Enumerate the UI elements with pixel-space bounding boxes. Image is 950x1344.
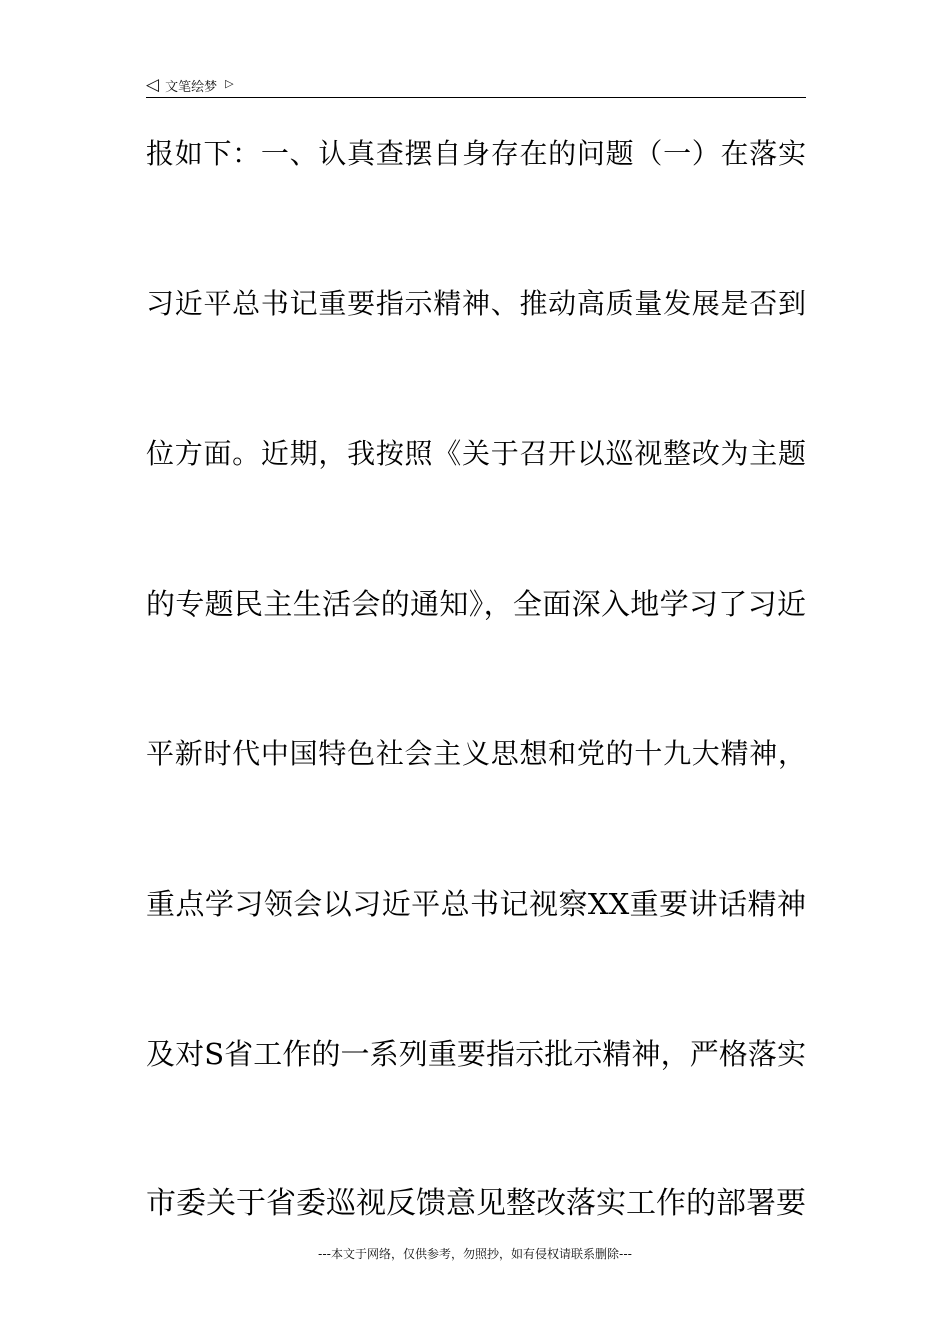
page-header (146, 74, 234, 96)
left-triangle-icon: ◁ (146, 74, 160, 95)
body-line: 报如下：一、认真查摆自身存在的问题（一）在落实 (146, 137, 806, 170)
body-line: 的专题民主生活会的通知》，全面深入地学习了习近 (146, 587, 806, 621)
header-title: 文笔绘梦 (165, 79, 218, 95)
right-triangle-icon: ▷ (225, 76, 234, 90)
body-line: 及对S省工作的一系列重要指示批示精神，严格落实 (146, 1037, 806, 1071)
body-line: 市委关于省委巡视反馈意见整改落实工作的部署要 (146, 1186, 806, 1221)
body-line: 平新时代中国特色社会主义思想和党的十九大精神， (146, 737, 806, 770)
footer-notice: ---本文于网络，仅供参考，勿照抄，如有侵权请联系删除--- (318, 1247, 632, 1261)
body-line: 习近平总书记重要指示精神、推动高质量发展是否到 (146, 287, 806, 320)
document-body (146, 134, 806, 1334)
body-line: 重点学习领会以习近平总书记视察XX重要讲话精神 (146, 887, 806, 921)
body-line: 位方面。近期，我按照《关于召开以巡视整改为主题 (146, 437, 806, 470)
header-divider (146, 97, 806, 98)
